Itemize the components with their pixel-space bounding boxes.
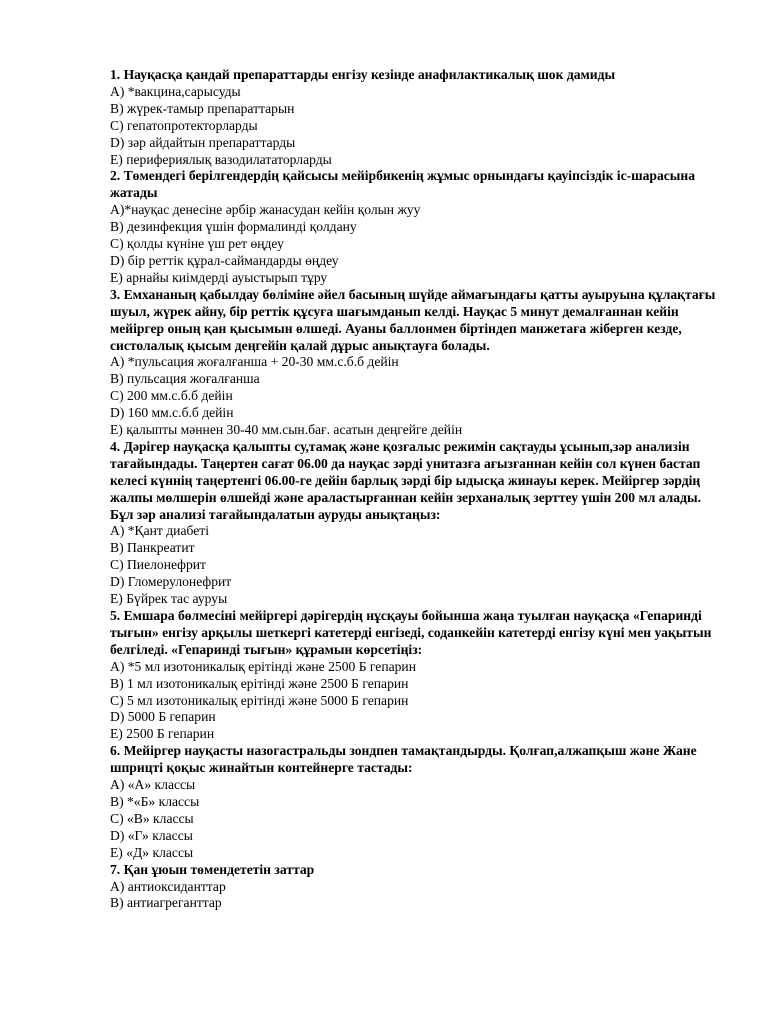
answer-option: D) 160 мм.с.б.б дейін [110,405,234,421]
answer-option: E) Бүйрек тас ауруы [110,591,228,607]
answer-option: D) 5000 Б гепарин [110,709,216,725]
answer-option: E) перифериялық вазодилататорларды [110,151,332,167]
answer-option: A) *вакцина,сарысуды [110,83,241,99]
answer-option: C) «В» классы [110,810,194,826]
answer-option: D) зәр айдайтын препараттарды [110,134,296,150]
question-2 [110,168,720,286]
question-6 [110,743,720,861]
answer-option: B) пульсация жоғалғанша [110,371,260,387]
answer-option: C) гепатопротекторларды [110,117,258,133]
question-text: 3. Емхананың қабылдау бөліміне әйел басының шүйде аймағындағы қатты ауыруына құлақтағы шуыл, жүрек айну, бір реттік құсуға шағымданып келді. Науқас 5 минут демалғаннан кейін мейіргер оның қан қысымын өлшеді. Ауаны баллонмен біртіндеп манжетаға жіберген кезде, систолалық қысым деңгейін қалай дұрыс анықтауға болады. [110,286,716,353]
question-4 [110,439,720,608]
question-text: 4. Дәрігер науқасқа қалыпты су,тамақ және қозғалыс режимін сақтауды ұсынып,зәр анализін тағайындады. Таңертен сағат 06.00 да науқас зәрді унитазға ағызғаннан кейін сол күнен бастап келесі күннің таңертенгі 06.00-ге дейін барлық зәрді бір ыдысқа жинауы керек. Мейіргер зәрдің жалпы мөлшерін өлшейді және араластырғаннан кейін зерханалық зерттеу үшін 200 мл алады. Бұл зәр анализі тағайындалатын ауруды анықтаңыз: [110,438,701,522]
question-5 [110,608,720,743]
question-3 [110,287,720,439]
answer-option: E) «Д» классы [110,844,194,860]
answer-option: E) 2500 Б гепарин [110,726,215,742]
answer-option: C) 200 мм.с.б.б дейін [110,388,233,404]
answer-option: C) Пиелонефрит [110,557,206,573]
answer-option: A) антиоксиданттар [110,878,226,894]
answer-option: A) «А» классы [110,777,196,793]
answer-option: B) антиагреганттар [110,895,222,911]
question-text: 6. Мейіргер науқасты назогастральды зондпен тамақтандырды. Қолғап,алжапқыш және Жане шприцті қоқыс жинайтын контейнерге тастады: [110,743,697,776]
question-text: 5. Емшара бөлмесіні мейіргері дәрігердің нұсқауы бойынша жаңа туылған науқасқа «Гепаринді тығын» енгізу арқылы шеткергі катетерді енгізеді, соданкейін катетерді енгізу күні мен уақытын белгіледі. «Гепаринді тығын» құрамын көрсетіңіз: [110,608,712,657]
answer-option: A)*науқас денесіне әрбір жанасудан кейін қолын жуу [110,202,421,218]
answer-option: E) арнайы киімдерді ауыстырып тұру [110,269,328,285]
answer-option: B) *«Б» классы [110,793,200,809]
question-text: 1. Науқасқа қандай препараттарды енгізу кезінде анафилактикалық шок дамиды [110,67,616,82]
answer-option: B) Панкреатит [110,540,195,556]
answer-option: A) *пульсация жоғалғанша + 20-30 мм.с.б.б дейін [110,354,399,370]
answer-option: B) 1 мл изотоникалық ерітінді және 2500 Б гепарин [110,675,409,691]
answer-option: A) *5 мл изотоникалық ерітінді және 2500 Б гепарин [110,658,416,674]
answer-option: C) қолды күніне үш рет өңдеу [110,236,284,252]
question-text: 7. Қан ұюын төмендететін заттар [110,861,315,877]
answer-option: E) қалыпты мәннен 30-40 мм.сын.бағ. асатын деңгейге дейін [110,422,463,438]
question-7 [110,862,720,913]
answer-option: B) жүрек-тамыр препараттарын [110,100,295,116]
answer-option: D) бір реттік құрал-саймандарды өңдеу [110,252,339,268]
question-1 [110,67,720,168]
answer-option: B) дезинфекция үшін формалинді қолдану [110,219,357,235]
answer-option: D) Гломерулонефрит [110,574,232,590]
answer-option: A) *Қант диабеті [110,523,209,539]
document-page [110,67,720,912]
answer-option: C) 5 мл изотоникалық ерітінді және 5000 Б гепарин [110,692,409,708]
question-text: 2. Төмендегі берілгендердің қайсысы мейірбикенің жұмыс орнындағы қауіпсіздік іс-шарасына жатады [110,168,696,201]
answer-option: D) «Г» классы [110,827,193,843]
